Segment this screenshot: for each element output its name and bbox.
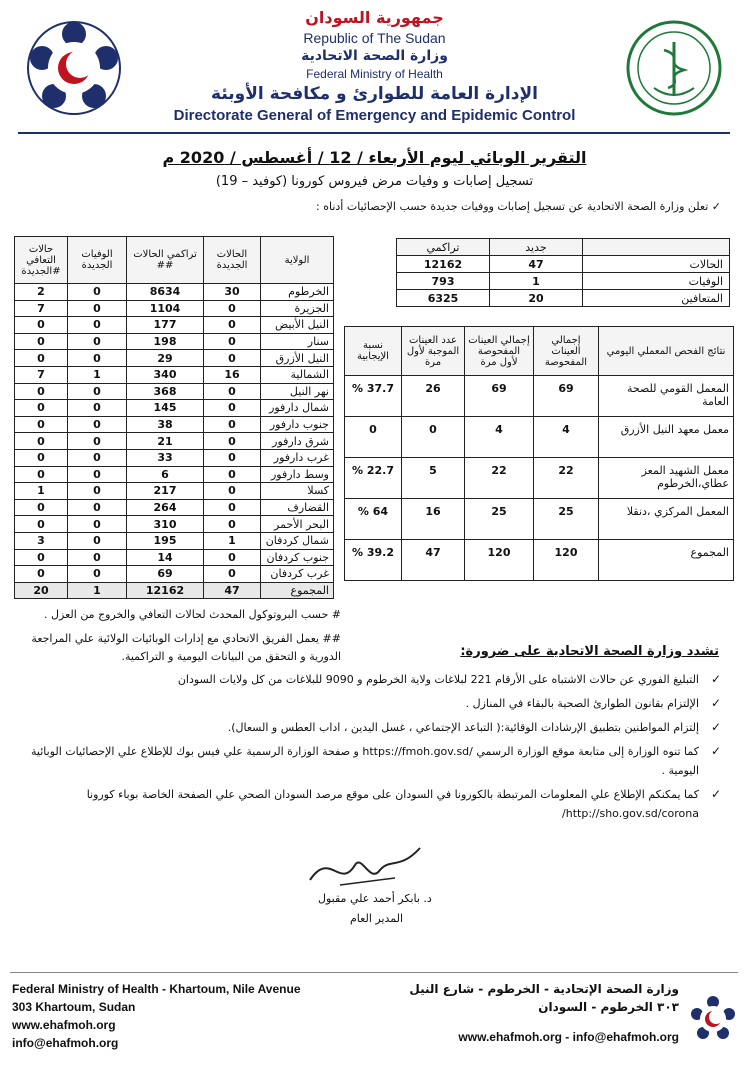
list-item [21, 785, 721, 823]
report-intro [21, 200, 721, 213]
first-tested-cell: 25 [465, 499, 534, 540]
table-row [15, 383, 334, 400]
lab-row [345, 458, 734, 499]
new-cases-cell: 0 [204, 566, 261, 583]
new-recovered-cell: 0 [15, 416, 68, 433]
new-deaths-cell: 0 [68, 383, 127, 400]
positive-first-cell: 0 [402, 417, 465, 458]
new-cases-cell: 30 [204, 284, 261, 301]
cumulative-cell: 38 [127, 416, 204, 433]
new-cases-cell: 0 [204, 350, 261, 367]
intro-text: تعلن وزارة الصحة الاتحادية عن تسجيل إصابات ووفيات جديدة حسب الإحصائيات أدناه : [316, 200, 709, 213]
check-icon: ✓ [710, 672, 721, 686]
header-positivity: نسبة الإيجابية [345, 327, 402, 376]
table-row [15, 466, 334, 483]
header-republic-en: Republic of The Sudan [303, 30, 446, 46]
new-recovered-cell: 0 [15, 317, 68, 334]
footer-web-contact: www.ehafmoh.org - info@ehafmoh.org [458, 1030, 679, 1044]
signature-icon [300, 840, 430, 900]
total-tested-cell: 4 [534, 417, 599, 458]
labs-table-header [345, 327, 734, 376]
summary-col-new: جديد [490, 239, 583, 256]
table-row [15, 350, 334, 367]
cumulative-cell: 145 [127, 400, 204, 417]
new-recovered-cell: 0 [15, 350, 68, 367]
cumulative-cell: 217 [127, 483, 204, 500]
new-deaths-cell: 0 [68, 350, 127, 367]
summary-col-label [583, 239, 730, 256]
total-tested-cell: 120 [534, 540, 599, 581]
new-deaths-cell: 1 [68, 582, 127, 599]
new-recovered-cell: 20 [15, 582, 68, 599]
header-lab: نتائج الفحص المعملي اليومي [599, 327, 734, 376]
state-name-cell: المجموع [261, 582, 334, 599]
table-row [15, 366, 334, 383]
new-deaths-cell: 0 [68, 499, 127, 516]
new-deaths-cell: 0 [68, 317, 127, 334]
table-row [15, 566, 334, 583]
new-deaths-cell: 0 [68, 566, 127, 583]
header-new-cases: الحالات الجديدة [204, 237, 261, 284]
positivity-cell: 0 [345, 417, 402, 458]
cumulative-cell: 368 [127, 383, 204, 400]
first-tested-cell: 4 [465, 417, 534, 458]
table-row [15, 449, 334, 466]
positivity-cell: % 22.7 [345, 458, 402, 499]
summary-row [397, 273, 730, 290]
new-cases-cell: 0 [204, 300, 261, 317]
positive-first-cell: 5 [402, 458, 465, 499]
new-deaths-cell: 0 [68, 549, 127, 566]
note-recovery-protocol: # حسب البروتوكول المحدث لحالات التعافي والخروج من العزل . [44, 608, 341, 621]
new-cases-cell: 0 [204, 516, 261, 533]
footer-address-en [12, 980, 332, 1052]
new-deaths-cell: 1 [68, 366, 127, 383]
lab-name-cell: معمل الشهيد المعز عطاي،الخرطوم [599, 458, 734, 499]
positive-first-cell: 47 [402, 540, 465, 581]
new-cases-cell: 0 [204, 416, 261, 433]
lab-name-cell: معمل معهد النيل الأزرق [599, 417, 734, 458]
header-ministry-en: Federal Ministry of Health [306, 67, 443, 81]
summary-col-cumulative: تراكمي [397, 239, 490, 256]
new-deaths-cell: 0 [68, 483, 127, 500]
new-cases-cell: 0 [204, 483, 261, 500]
table-row [15, 516, 334, 533]
new-recovered-cell: 0 [15, 466, 68, 483]
header-republic-ar: جمهورية السودان [305, 8, 444, 27]
list-item [21, 742, 721, 780]
header-cumulative: تراكمي الحالات ## [127, 237, 204, 284]
new-deaths-cell: 0 [68, 516, 127, 533]
new-recovered-cell: 0 [15, 383, 68, 400]
cumulative-cell: 340 [127, 366, 204, 383]
list-item [21, 718, 721, 737]
bullet-text: كما تنوه الوزارة إلى متابعة موقع الوزارة الرسمي /https://fmoh.gov.sd و صفحة الوزارة الرسمية علي فيس بوك للإطلاع علي الإحصائيات الوبائية اليومية . [31, 745, 699, 777]
cumulative-cell: 12162 [127, 582, 204, 599]
report-subtitle: تسجيل إصابات و وفيات مرض فيروس كورونا (كوفيد – 19) [215, 174, 534, 189]
cumulative-cell: 195 [127, 532, 204, 549]
state-name-cell: شرق دارفور [261, 433, 334, 450]
new-recovered-cell: 0 [15, 433, 68, 450]
bullet-text: كما يمكنكم الإطلاع علي المعلومات المرتبطة بالكورونا في السودان على موقع مرصد السودان الصحي علي الصفحة الخاصة بوباء كورونا http://sho.gov.sd/corona/ [86, 788, 699, 820]
header-ministry-ar: وزارة الصحة الاتحادية [301, 48, 448, 64]
list-item [21, 694, 721, 713]
new-recovered-cell: 0 [15, 449, 68, 466]
summary-header [397, 239, 730, 256]
signatory-role: المدير العام [350, 912, 404, 925]
summary-cumulative-cell: 12162 [397, 256, 490, 273]
positivity-cell: % 64 [345, 499, 402, 540]
states-total-row [15, 582, 334, 599]
summary-label-cell: الحالات [583, 256, 730, 273]
footer-ar-line2: ٣٠٣ الخرطوم - السودان [538, 1000, 679, 1014]
footer-en-email: info@ehafmoh.org [12, 1036, 119, 1050]
new-deaths-cell: 0 [68, 433, 127, 450]
cumulative-cell: 29 [127, 350, 204, 367]
cumulative-cell: 198 [127, 333, 204, 350]
new-cases-cell: 47 [204, 582, 261, 599]
new-cases-cell: 0 [204, 466, 261, 483]
header-directorate-ar: الإدارة العامة للطوارئ و مكافحة الأوبئة [211, 84, 538, 104]
summary-cumulative-cell: 793 [397, 273, 490, 290]
state-name-cell: سنار [261, 333, 334, 350]
table-row [15, 549, 334, 566]
new-deaths-cell: 0 [68, 416, 127, 433]
footer-divider [10, 972, 738, 973]
header-new-recovered: حالات التعافي الجديدة# [15, 237, 68, 284]
header-total-tested: إجمالي العينات المفحوصة [534, 327, 599, 376]
total-tested-cell: 25 [534, 499, 599, 540]
new-deaths-cell: 0 [68, 333, 127, 350]
first-tested-cell: 69 [465, 376, 534, 417]
new-recovered-cell: 2 [15, 284, 68, 301]
new-recovered-cell: 0 [15, 566, 68, 583]
table-row [15, 433, 334, 450]
summary-label-cell: الوفيات [583, 273, 730, 290]
new-recovered-cell: 0 [15, 499, 68, 516]
new-deaths-cell: 0 [68, 532, 127, 549]
state-name-cell: شمال كردفان [261, 532, 334, 549]
cumulative-cell: 21 [127, 433, 204, 450]
state-name-cell: نهر النيل [261, 383, 334, 400]
summary-cumulative-cell: 6325 [397, 290, 490, 307]
state-name-cell: جنوب دارفور [261, 416, 334, 433]
summary-table [396, 238, 730, 307]
table-row [15, 400, 334, 417]
positive-first-cell: 26 [402, 376, 465, 417]
header-divider [18, 132, 730, 134]
state-name-cell: الشمالية [261, 366, 334, 383]
cumulative-cell: 69 [127, 566, 204, 583]
cumulative-cell: 264 [127, 499, 204, 516]
table-row [15, 416, 334, 433]
lab-row [345, 540, 734, 581]
new-cases-cell: 0 [204, 499, 261, 516]
header-directorate-en: Directorate General of Emergency and Epidemic Control [173, 107, 576, 124]
table-row [15, 300, 334, 317]
first-tested-cell: 120 [465, 540, 534, 581]
lab-name-cell: المجموع [599, 540, 734, 581]
first-tested-cell: 22 [465, 458, 534, 499]
state-name-cell: غرب دارفور [261, 449, 334, 466]
table-row [15, 317, 334, 334]
summary-label-cell: المتعافين [583, 290, 730, 307]
new-recovered-cell: 7 [15, 300, 68, 317]
lab-name-cell: المعمل القومي للصحة العامة [599, 376, 734, 417]
new-cases-cell: 0 [204, 333, 261, 350]
lab-row [345, 417, 734, 458]
bullet-text: إلتزام المواطنين بتطبيق الإرشادات الوقائية:( التباعد الإجتماعي ، غسل اليدين ، اداب العطس و السعال). [227, 721, 699, 734]
footer-en-line2: 303 Khartoum, Sudan [12, 1000, 136, 1014]
cumulative-cell: 33 [127, 449, 204, 466]
state-name-cell: شمال دارفور [261, 400, 334, 417]
check-icon: ✓ [710, 787, 721, 801]
footer-address-ar [359, 980, 679, 1016]
footer-en-line1: Federal Ministry of Health - Khartoum, Nile Avenue [12, 982, 301, 996]
new-cases-cell: 0 [204, 449, 261, 466]
list-item [21, 670, 721, 689]
cumulative-cell: 1104 [127, 300, 204, 317]
new-recovered-cell: 0 [15, 400, 68, 417]
table-row [15, 333, 334, 350]
states-table [14, 236, 334, 599]
footer-ehaf-logo-icon [688, 994, 738, 1044]
header-positive-first: عدد العينات الموجبة لأول مرة [402, 327, 465, 376]
new-cases-cell: 1 [204, 532, 261, 549]
state-name-cell: الخرطوم [261, 284, 334, 301]
note-data-review: ## يعمل الفريق الاتحادي مع إدارات الوبائيات الولائية علي المراجعة الدورية و التحقق من البيانات اليومية و التراكمية. [31, 632, 341, 663]
total-tested-cell: 69 [534, 376, 599, 417]
states-table-header [15, 237, 334, 284]
new-deaths-cell: 0 [68, 300, 127, 317]
summary-row [397, 256, 730, 273]
state-name-cell: النيل الأبيض [261, 317, 334, 334]
new-deaths-cell: 0 [68, 466, 127, 483]
new-recovered-cell: 0 [15, 333, 68, 350]
positive-first-cell: 16 [402, 499, 465, 540]
state-name-cell: جنوب كردفان [261, 549, 334, 566]
table-row [15, 284, 334, 301]
labs-table [344, 326, 734, 581]
cumulative-cell: 310 [127, 516, 204, 533]
check-icon: ✓ [711, 200, 721, 213]
footer-ar-line1: وزارة الصحة الإتحادية - الخرطوم - شارع النيل [409, 982, 679, 996]
footer-en-website: www.ehafmoh.org [12, 1018, 116, 1032]
positivity-cell: % 39.2 [345, 540, 402, 581]
new-cases-cell: 0 [204, 317, 261, 334]
new-deaths-cell: 0 [68, 449, 127, 466]
state-name-cell: البحر الأحمر [261, 516, 334, 533]
bullet-text: الإلتزام بقانون الطوارئ الصحية بالبقاء في المنازل . [465, 697, 699, 710]
lab-row [345, 499, 734, 540]
report-title: التقرير الوبائي ليوم الأربعاء / 12 / أغسطس / 2020 م [162, 148, 587, 167]
state-name-cell: وسط دارفور [261, 466, 334, 483]
new-recovered-cell: 1 [15, 483, 68, 500]
signatory-name: د. بابكر أحمد علي مقبول [318, 892, 432, 905]
positivity-cell: % 37.7 [345, 376, 402, 417]
table-row [15, 499, 334, 516]
new-cases-cell: 0 [204, 383, 261, 400]
state-name-cell: القضارف [261, 499, 334, 516]
summary-new-cell: 1 [490, 273, 583, 290]
lab-row [345, 376, 734, 417]
state-name-cell: الجزيرة [261, 300, 334, 317]
urge-list [21, 670, 721, 828]
summary-new-cell: 47 [490, 256, 583, 273]
cumulative-cell: 8634 [127, 284, 204, 301]
table-row [15, 532, 334, 549]
lab-name-cell: المعمل المركزي ،دنقلا [599, 499, 734, 540]
new-recovered-cell: 3 [15, 532, 68, 549]
check-icon: ✓ [710, 744, 721, 758]
urge-title: تشدد وزارة الصحة الاتحادية على ضرورة: [460, 644, 719, 659]
new-cases-cell: 0 [204, 433, 261, 450]
check-icon: ✓ [710, 720, 721, 734]
bullet-text: التبليغ الفوري عن حالات الاشتباه على الأرقام 221 لبلاغات ولاية الخرطوم و 9090 للبلاغات من كل ولايات السودان [177, 673, 699, 686]
header-new-deaths: الوفيات الجديدة [68, 237, 127, 284]
summary-new-cell: 20 [490, 290, 583, 307]
summary-row [397, 290, 730, 307]
new-recovered-cell: 0 [15, 549, 68, 566]
new-cases-cell: 0 [204, 549, 261, 566]
total-tested-cell: 22 [534, 458, 599, 499]
state-name-cell: غرب كردفان [261, 566, 334, 583]
cumulative-cell: 177 [127, 317, 204, 334]
table-row [15, 483, 334, 500]
new-cases-cell: 16 [204, 366, 261, 383]
state-name-cell: النيل الأزرق [261, 350, 334, 367]
new-recovered-cell: 7 [15, 366, 68, 383]
cumulative-cell: 14 [127, 549, 204, 566]
new-deaths-cell: 0 [68, 284, 127, 301]
header-first-tested: إجمالي العينات المفحوصة لأول مرة [465, 327, 534, 376]
check-icon: ✓ [710, 696, 721, 710]
cumulative-cell: 6 [127, 466, 204, 483]
new-cases-cell: 0 [204, 400, 261, 417]
new-recovered-cell: 0 [15, 516, 68, 533]
state-name-cell: كسلا [261, 483, 334, 500]
header-state: الولاية [261, 237, 334, 284]
new-deaths-cell: 0 [68, 400, 127, 417]
